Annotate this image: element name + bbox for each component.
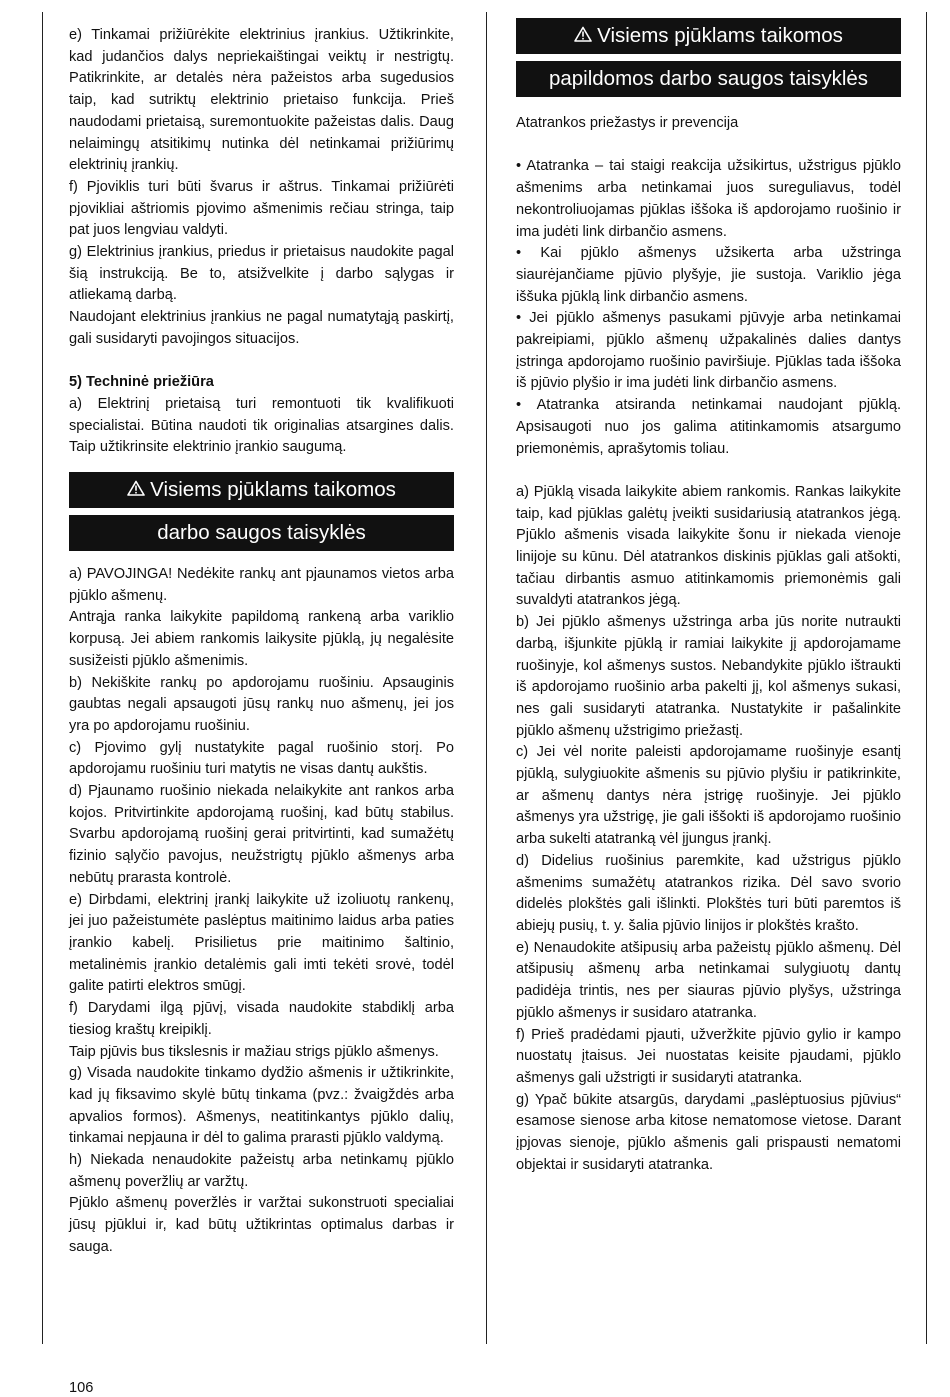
paragraph-rule-b: b) Nekiškite rankų po apdorojamu ruošiniu. Apsauginis gaubtas negali apsaugoti jūsų rankų nuo ašmenų, jei jos yra po apdorojamu ruošiniu.	[69, 674, 454, 734]
paragraph-rule-g: g) Visada naudokite tinkamo dydžio ašmenis ir užtikrinkite, kad jų fiksavimo skylė būtų tinkama (pvz.: žvaigždės arba apvalios formos). Ašmenys, neatitinkantys pjūklo dalių, tinkamai nepjauna ir dėl to galima prarasti pjūklo valdymą.	[69, 1065, 454, 1147]
right-margin-rule	[926, 12, 927, 1344]
warning-triangle-icon	[127, 472, 145, 508]
spacer	[516, 460, 901, 482]
bullet-misuse: • Atatranka atsiranda netinkamai naudojant pjūklą. Apsisaugoti nuo jos galima atitinkamomis atsargumo priemonėmis, aprašytomis toliau.	[516, 397, 901, 457]
banner-line-2-text: darbo saugos taisyklės	[157, 521, 366, 545]
banner-line-2	[69, 515, 454, 551]
paragraph-precise-cut: Taip pjūvis bus tikslesnis ir mažiau strigs pjūklo ašmenys.	[69, 1043, 439, 1060]
bullet-narrowing-kerf: • Kai pjūklo ašmenys užsikerta arba užstringa siaurėjančiame pjūvio plyšyje, jie sustoja. Variklio jėga iššuka pjūklą link dirbančio asmens.	[516, 245, 901, 305]
saw-safety-banner	[69, 472, 454, 551]
paragraph-rule-a: a) PAVOJINGA! Nedėkite rankų ant pjaunamos vietos arba pjūklo ašmenų.	[69, 566, 454, 604]
paragraph-rule-f: f) Prieš pradėdami pjauti, užveržkite pjūvio gylio ir kampo nuostatų įtaisus. Jei nuostatas keisite pjaudami, pjūklo ašmenys gali užstrigti ir susidaryti atatranka.	[516, 1026, 901, 1086]
paragraph-second-hand: Antrąja ranka laikykite papildomą rankeną arba variklio korpusą. Jei abiem rankomis laikysite pjūklą, jų negalėsite susižeisti pjūklo ašmenimis.	[69, 609, 454, 669]
left-column	[69, 25, 454, 1259]
additional-safety-banner	[516, 18, 901, 97]
spacer	[69, 351, 454, 373]
banner-line-2	[516, 61, 901, 97]
spacer	[516, 135, 901, 157]
maintenance-heading: 5) Techninė priežiūra	[69, 374, 214, 391]
paragraph-cutter-clean: f) Pjoviklis turi būti švarus ir aštrus. Tinkamai prižiūrėti pjovikliai aštriomis pjovimo ašmenimis rečiau stringa, taip pat juos lengviau valdyti.	[69, 178, 454, 239]
paragraph-rule-h: h) Niekada nenaudokite pažeistų arba netinkamų pjūklo ašmenų poveržlių ar varžtų.	[69, 1152, 454, 1190]
paragraph-rule-c: c) Jei vėl norite paleisti apdorojamame ruošinyje esantį pjūklą, sulygiuokite ašmenis su pjūvio plyšiu ir patikrinkite, ar ašmenų dantys nėra įstrigę ruošinyje. Jei pjūklo ašmenys yra užstrigę, jie gali iššokti iš apdorojamo ruošinio arba sukelti atatranką vėl įjungus įrankį.	[516, 744, 901, 848]
banner-line-1	[516, 18, 901, 54]
page-number: 106	[69, 1380, 94, 1396]
kickback-subheading: Atatrankos priežastys ir prevencija	[516, 115, 739, 131]
paragraph-rule-b: b) Jei pjūklo ašmenys užstringa arba jūs norite nutraukti darbą, išjunkite pjūklą ir ramiai laikykite jį apdorojamame ruošinyje, kol ašmenys sustos. Nebandykite pjūklo ištraukti iš apdorojamo ruošinio arba pakelti jį, kol ašmenys sukasi, nes gali susidaryti atatranka. Nustatykite ir pašalinkite pjūklo ašmenų užstrigimo priežastį.	[516, 614, 901, 739]
paragraph-rule-e: e) Nenaudokite atšipusių arba pažeistų pjūklo ašmenų. Dėl atšipusių ašmenų arba netinkamai sulygiuotų dantų padidėja trintis, nes per siauras pjūvio plyšys, užstringa pjūklo ašmenys ir susidaro atatranka.	[516, 939, 901, 1021]
paragraph-rule-a: a) Pjūklą visada laikykite abiem rankomis. Rankas laikykite taip, kad pjūklas galėtų įveikti susidariusią atatrankos jėgą. Pjūklo ašmenis visada laikykite šonu ir niekada vienoje linijoje su kūnu. Dėl atatrankos diskinis pjūklas gali atšokti, tačiau dirbantis asmuo atitinkamomis priemonėmis gali suvaldyti atatrankos jėgą.	[516, 483, 901, 609]
bullet-twisted-blade: • Jei pjūklo ašmenys pasukami pjūvyje arba netinkamai pakreipiami, pjūklo ašmenų užpakalinės dalies dantys įstringa apdorojamo ruošinio paviršiuje. Pjūklas tada iššoka iš pjūvio plyšio ir ima judėti link dirbančio asmens.	[516, 310, 901, 392]
paragraph-rule-g: g) Ypač būkite atsargūs, darydami „paslėptuosius pjūvius“ esamose sienose arba kitose nematomose vietose. Darant įpjovas sienoje, pjūklo ašmenis gali prispausti nematomi objektai ir susidaryti atatranka.	[516, 1091, 901, 1173]
paragraph-washers: Pjūklo ašmenų poveržlės ir varžtai sukonstruoti specialiai jūsų pjūklui ir, kad būtų užtikrintas optimalus darbas ir sauga.	[69, 1195, 454, 1255]
column-divider-rule	[486, 12, 487, 1344]
paragraph-rule-c: c) Pjovimo gylį nustatykite pagal ruošinio storį. Po apdorojamu ruošiniu turi matytis ne visas dantų aukštis.	[69, 739, 454, 778]
paragraph-maintain-tools: e) Tinkamai prižiūrėkite elektrinius įrankius. Užtikrinkite, kad judančios dalys nepriekaištingai veiktų ir nestrigtų. Patikrinkite, ar detalės nėra pažeistos arba sugedusios taip, kad sutriktų elektrinio prietaiso funkcija. Prieš naudodami prietaisą, suremontuokite pažeistas dalis. Daug nelaimingų atsitikimų nutinka dėl netinkamai prižiūrimų elektrinių įrankių.	[69, 27, 454, 174]
left-margin-rule	[42, 12, 43, 1344]
paragraph-rule-d: d) Didelius ruošinius paremkite, kad užstrigus pjūklo ašmenims sumažėtų atatrankos rizika. Dėl savo svorio didelės plokštės gali išlinkti. Plokštės turi būti paremtos iš abiejų pusių, t. y. šalia pjūvio linijos ir plokštės krašto.	[516, 852, 901, 934]
paragraph-rule-f: f) Darydami ilgą pjūvį, visada naudokite stabdiklį arba tiesiog kraštų kreipiklį.	[69, 1000, 454, 1038]
paragraph-repair-specialists: a) Elektrinį prietaisą turi remontuoti tik kvalifikuoti specialistai. Būtina naudoti tik originalias atsargines dalis. Taip užtikrinsite elektrinio įrankio saugumą.	[69, 395, 454, 456]
banner-line-1-text: Visiems pjūklams taikomos	[150, 478, 396, 502]
paragraph-misuse-warning: Naudojant elektrinius įrankius ne pagal numatytąją paskirtį, gali susidaryti pavojingos situacijos.	[69, 309, 454, 347]
right-column	[516, 25, 901, 1176]
banner-line-1	[69, 472, 454, 508]
paragraph-use-per-instructions: g) Elektrinius įrankius, priedus ir prietaisus naudokite pagal šią instrukciją. Be to, atsižvelkite į darbo sąlygas ir atliekamą darbą.	[69, 244, 454, 304]
banner-line-2-text: papildomos darbo saugos taisyklės	[548, 67, 869, 90]
warning-triangle-icon	[574, 18, 592, 54]
bullet-kickback-definition: • Atatranka – tai staigi reakcija užsikirtus, užstrigus pjūklo ašmenims arba netinkamai juos sureguliavus, todėl nekontroliuojamas pjūklas iššoka iš apdorojamo ruošinio ir ima judėti link dirbančio asmens.	[516, 158, 901, 240]
paragraph-rule-e: e) Dirbdami, elektrinį įrankį laikykite už izoliuotų rankenų, jei juo pažeistumėte paslėptus maitinimo laidus arba paties įrankio kabelį. Prisilietus prie maitinimo šaltinio, metalinėmis įrankio detalėmis gali imti tekėti srovė, todėl galite patirti elektros smūgį.	[69, 891, 454, 995]
paragraph-rule-d: d) Pjaunamo ruošinio niekada nelaikykite ant rankos arba kojos. Pritvirtinkite apdorojamą ruošinį, kad būtų stabilus. Svarbu apdorojamą ruošinį gerai pritvirtinti, kad sumažėtų fizinio sąlyčio pavojus, neužstrigtų pjūklo ašmenys arba nebūtų prarasta kontrolė.	[69, 783, 454, 886]
banner-line-1-text: Visiems pjūklams taikomos	[597, 24, 843, 47]
